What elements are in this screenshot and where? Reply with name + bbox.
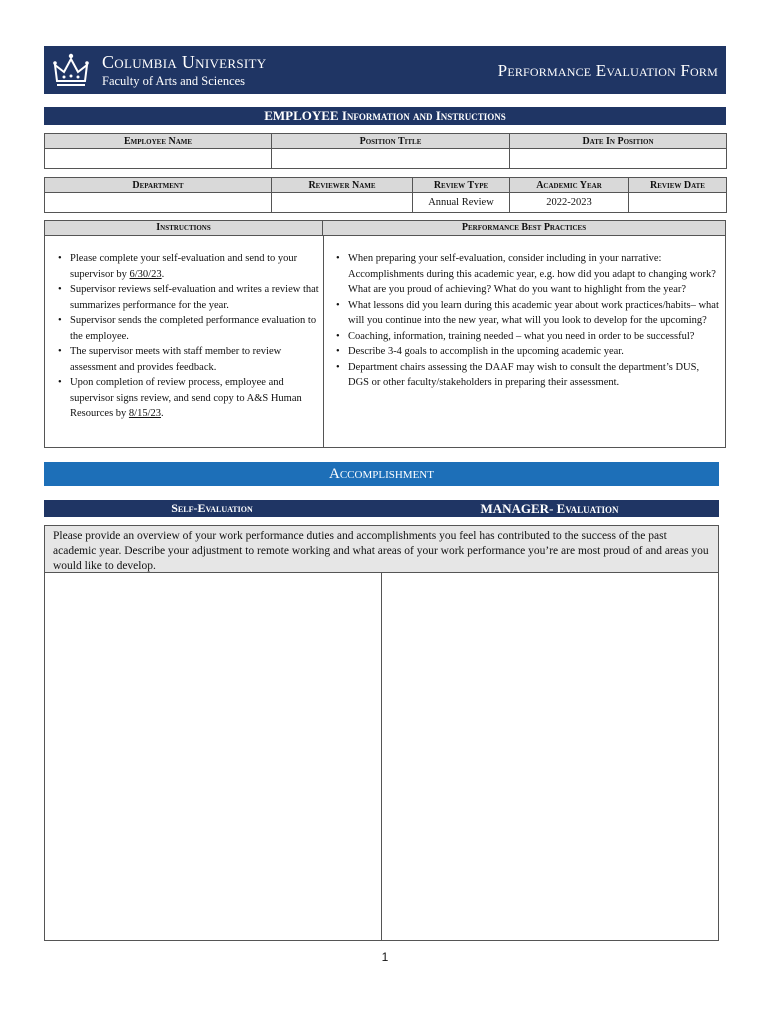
employee-name-header: Employee Name [45, 134, 272, 149]
manager-evaluation-field[interactable] [381, 572, 719, 941]
position-title-field[interactable] [272, 149, 510, 169]
academic-year-header: Academic Year [510, 178, 629, 193]
self-evaluation-field[interactable] [44, 572, 382, 941]
best-practices-header: Performance Best Practices [323, 221, 725, 236]
employee-info-table [44, 133, 727, 169]
review-date-header: Review Date [629, 178, 727, 193]
reviewer-name-field[interactable] [272, 193, 413, 213]
accomplishment-prompt: Please provide an overview of your work performance duties and accomplishments you feel has contributed to the success of the past academic year. Describe your adjustment to remote working and what areas of your work performance you’re are most proud of and areas you would like to develop. [44, 525, 719, 573]
department-field[interactable] [45, 193, 272, 213]
list-item: • Coaching, information, training needed – what you need in order to be successful? [331, 329, 721, 345]
header-banner [44, 46, 726, 94]
instructions-divider [323, 236, 324, 448]
academic-year-field[interactable]: 2022-2023 [510, 193, 629, 213]
date-in-position-field[interactable] [510, 149, 727, 169]
department-header: Department [45, 178, 272, 193]
manager-evaluation-header: MANAGER- Evaluation [380, 500, 719, 517]
date-in-position-header: Date In Position [510, 134, 727, 149]
employee-name-field[interactable] [45, 149, 272, 169]
list-item: • Department chairs assessing the DAAF may wish to consult the department’s DUS, DGS or other faculty/stakeholders in preparing their assessment. [331, 360, 721, 391]
review-info-table [44, 177, 727, 213]
page-number: 1 [381, 950, 389, 964]
review-date-field[interactable] [629, 193, 727, 213]
university-name: Columbia University [102, 52, 267, 72]
due-date: 6/30/23 [129, 268, 162, 280]
self-evaluation-header: Self-Evaluation [44, 500, 380, 517]
section-title: EMPLOYEE Information and Instructions [44, 107, 726, 125]
crown-icon [51, 51, 91, 89]
best-practices-list [331, 251, 721, 391]
position-title-header: Position Title [272, 134, 510, 149]
review-type-header: Review Type [413, 178, 510, 193]
list-item: • When preparing your self-evaluation, consider including in your narrative: Accomplishments during this academic year, e.g. how did you adapt to changing work? What are you proud of achieving? What do you want to highlight from the year? [331, 251, 721, 298]
list-item: • Supervisor sends the completed performance evaluation to the employee. [53, 313, 319, 344]
accomplishment-title: Accomplishment [44, 462, 719, 486]
list-item: • The supervisor meets with staff member to review assessment and provides feedback. [53, 344, 319, 375]
review-type-field[interactable]: Annual Review [413, 193, 510, 213]
list-item: • Supervisor reviews self-evaluation and writes a review that summarizes performance for the year. [53, 282, 319, 313]
list-item: • Describe 3-4 goals to accomplish in the upcoming academic year. [331, 344, 721, 360]
form-title: Performance Evaluation Form [497, 61, 718, 80]
reviewer-name-header: Reviewer Name [272, 178, 413, 193]
due-date: 8/15/23 [128, 408, 161, 419]
instructions-header: Instructions [45, 221, 323, 236]
instructions-box [44, 220, 726, 448]
list-item: • What lessons did you learn during this academic year about work practices/habits– what will you continue into the new year, what will you look to develop for the upcoming? [331, 298, 721, 329]
list-item: • Please complete your self-evaluation and send to your supervisor by 6/30/23. [53, 251, 319, 282]
faculty-name: Faculty of Arts and Sciences [102, 74, 246, 88]
instructions-list [53, 251, 319, 422]
list-item: • Upon completion of review process, employee and supervisor signs review, and send copy to A&S Human Resources by 8/15/23. [53, 375, 319, 422]
